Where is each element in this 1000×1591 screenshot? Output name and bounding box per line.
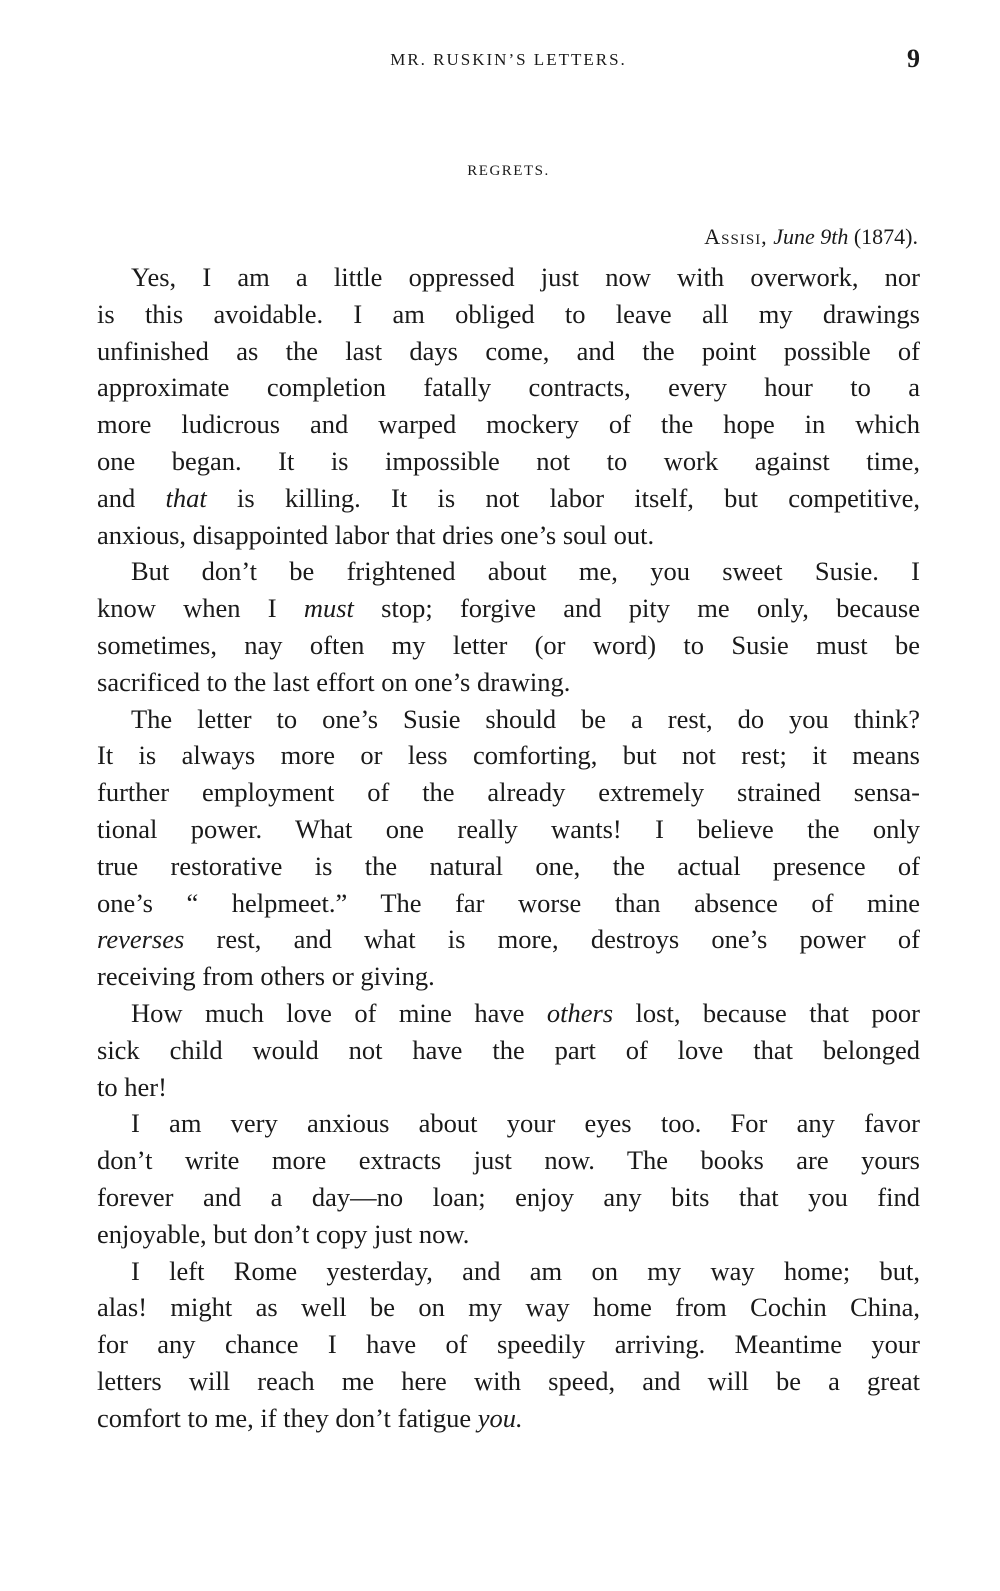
paragraph: [97, 259, 920, 553]
text-segment: The letter to one’s Susie should be a rest, do you think?: [131, 703, 920, 734]
letter-body: [97, 259, 920, 1437]
text-segment: alas! might as well be on my way home from Cochin China,: [97, 1292, 920, 1323]
text-segment: and: [97, 482, 166, 513]
text-segment: enjoyable, but don’t copy just now.: [97, 1218, 470, 1249]
text-line: [97, 921, 920, 958]
dateline-year: (1874).: [853, 224, 918, 249]
paragraph: [97, 553, 920, 700]
text-line: [97, 995, 920, 1032]
running-title: MR. RUSKIN’S LETTERS.: [390, 50, 627, 69]
text-segment: know when I: [97, 593, 304, 624]
text-line: [97, 1289, 920, 1326]
text-segment: is this avoidable. I am obliged to leave all my drawings: [97, 298, 920, 329]
text-segment: sick child would not have the part of love that belonged: [97, 1034, 920, 1065]
italic-text: reverses: [97, 924, 185, 955]
text-segment: stop; forgive and pity me only, because: [353, 593, 920, 624]
text-line: [97, 1400, 920, 1437]
text-segment: forever and a day—no loan; enjoy any bits that you find: [97, 1181, 920, 1212]
text-line: [97, 1326, 920, 1363]
text-line: [97, 480, 920, 517]
text-segment: to her!: [97, 1071, 167, 1102]
text-line: [97, 553, 920, 590]
text-segment: unfinished as the last days come, and the point possible of: [97, 335, 920, 366]
text-line: [97, 701, 920, 738]
text-segment: anxious, disappointed labor that dries one’s soul out.: [97, 519, 655, 550]
text-line: [97, 664, 920, 701]
text-line: [97, 259, 920, 296]
text-segment: more ludicrous and warped mockery of the hope in which: [97, 409, 920, 440]
text-line: [97, 737, 920, 774]
text-line: [97, 333, 920, 370]
text-segment: rest, and what is more, destroys one’s power of: [184, 924, 920, 955]
text-segment: sacrificed to the last effort on one’s drawing.: [97, 666, 571, 697]
text-line: [97, 774, 920, 811]
text-line: [97, 1032, 920, 1069]
paragraph: [97, 1253, 920, 1437]
text-line: [97, 958, 920, 995]
letter-dateline: [704, 224, 918, 250]
text-line: [97, 406, 920, 443]
text-segment: But don’t be frightened about me, you sweet Susie. I: [131, 556, 920, 587]
dateline-place: Assisi,: [704, 224, 768, 249]
italic-text: you.: [477, 1402, 523, 1433]
page-number: 9: [907, 44, 920, 73]
text-line: [97, 590, 920, 627]
text-segment: further employment of the already extremely strained sensa-: [97, 777, 920, 808]
text-line: [97, 1105, 920, 1142]
text-line: [97, 627, 920, 664]
text-segment: Yes, I am a little oppressed just now with overwork, nor: [131, 262, 920, 292]
text-line: [97, 517, 920, 554]
section-title: REGRETS.: [467, 163, 550, 179]
text-line: [97, 1363, 920, 1400]
text-segment: sometimes, nay often my letter (or word) to Susie must be: [97, 629, 920, 660]
paragraph: [97, 701, 920, 995]
italic-text: that: [165, 482, 207, 513]
text-segment: It is always more or less comforting, but not rest; it means: [97, 740, 920, 771]
text-segment: lost, because that poor: [613, 997, 920, 1028]
text-segment: comfort to me, if they don’t fatigue: [97, 1402, 478, 1433]
text-segment: for any chance I have of speedily arriving. Meantime your: [97, 1329, 920, 1360]
text-segment: I left Rome yesterday, and am on my way home; but,: [131, 1255, 920, 1286]
paragraph: [97, 1105, 920, 1252]
text-segment: letters will reach me here with speed, and will be a great: [97, 1365, 920, 1396]
text-segment: tional power. What one really wants! I believe the only: [97, 813, 920, 844]
text-line: [97, 296, 920, 333]
text-segment: I am very anxious about your eyes too. For any favor: [131, 1108, 920, 1139]
text-line: [97, 848, 920, 885]
text-segment: one began. It is impossible not to work against time,: [97, 445, 920, 476]
text-line: [97, 885, 920, 922]
paragraph: [97, 995, 920, 1105]
dateline-date: June 9th: [773, 224, 849, 249]
italic-text: must: [303, 593, 354, 624]
text-line: [97, 1216, 920, 1253]
text-segment: receiving from others or giving.: [97, 961, 435, 992]
text-line: [97, 1179, 920, 1216]
text-line: [97, 1069, 920, 1106]
text-segment: How much love of mine have: [131, 997, 547, 1028]
text-line: [97, 1253, 920, 1290]
text-line: [97, 443, 920, 480]
text-segment: approximate completion fatally contracts, every hour to a: [97, 372, 920, 403]
text-segment: is killing. It is not labor itself, but competitive,: [206, 482, 921, 513]
italic-text: others: [546, 997, 614, 1028]
text-line: [97, 369, 920, 406]
text-line: [97, 1142, 920, 1179]
text-segment: true restorative is the natural one, the actual presence of: [97, 850, 920, 881]
text-segment: don’t write more extracts just now. The books are yours: [97, 1145, 920, 1176]
text-segment: one’s “ helpmeet.” The far worse than absence of mine: [97, 887, 920, 918]
text-line: [97, 811, 920, 848]
running-head: [97, 46, 920, 76]
